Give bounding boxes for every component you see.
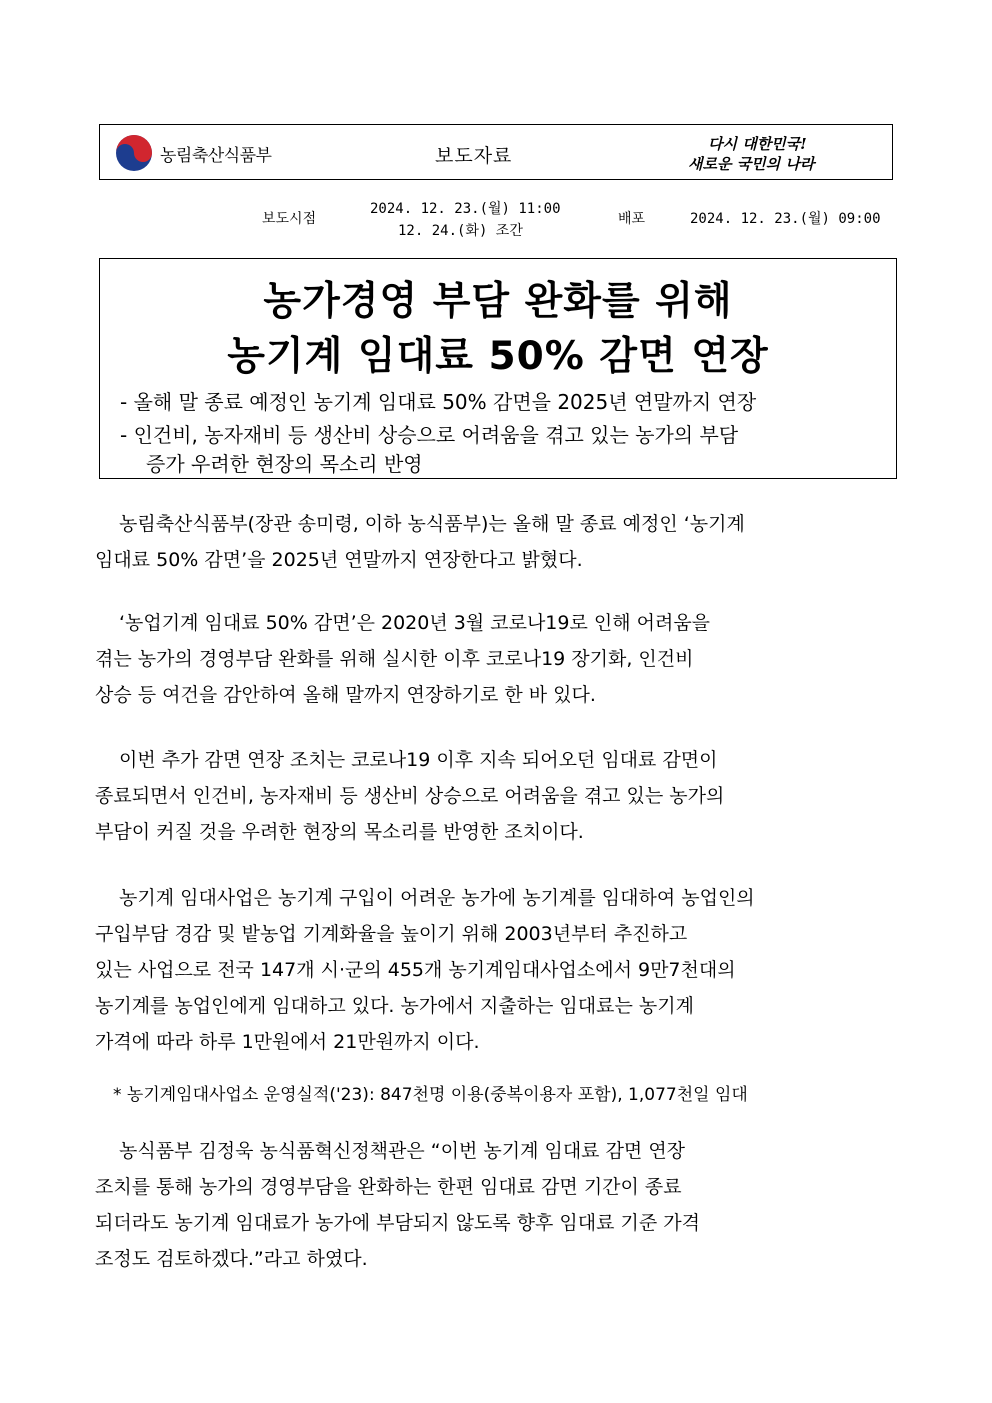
distribution-label: 배포 <box>618 211 646 227</box>
title-line-1: 농가경영 부담 완화를 위해 <box>263 279 733 324</box>
paragraph-2 <box>95 605 897 713</box>
paragraph-5 <box>95 1133 897 1277</box>
text-line: 조정도 검토하겠다.”라고 하였다. <box>95 1248 368 1270</box>
text-line: 농림축산식품부(장관 송미령, 이하 농식품부)는 올해 말 종료 예정인 ‘농기계 <box>119 513 745 535</box>
text-line: 임대료 50% 감면’을 2025년 연말까지 연장한다고 밝혔다. <box>95 549 583 571</box>
header-box <box>99 124 893 180</box>
subtitle-2b: 증가 우려한 현장의 목소리 반영 <box>146 452 423 476</box>
slogan-line1: 다시 대한민국! <box>708 135 807 153</box>
text-line: 부담이 커질 것을 우려한 현장의 목소리를 반영한 조치이다. <box>95 821 584 843</box>
text-line: 되더라도 농기계 임대료가 농가에 부담되지 않도록 향후 임대료 기준 가격 <box>95 1212 700 1234</box>
text-line: 종료되면서 인건비, 농자재비 등 생산비 상승으로 어려움을 겪고 있는 농가의 <box>95 785 725 807</box>
text-line: 조치를 통해 농가의 경영부담을 완화하는 한편 임대료 감면 기간이 종료 <box>95 1176 682 1198</box>
slogan-line2: 새로운 국민의 나라 <box>688 155 815 173</box>
text-line: ‘농업기계 임대료 50% 감면’은 2020년 3월 코로나19로 인해 어려움을 <box>119 612 711 634</box>
ministry-name: 농림축산식품부 <box>160 145 272 166</box>
text-line: 상승 등 여건을 감안하여 올해 말까지 연장하기로 한 바 있다. <box>95 684 596 706</box>
ministry-logo <box>114 133 271 173</box>
text-line: 구입부담 경감 및 밭농업 기계화율을 높이기 위해 2003년부터 추진하고 <box>95 923 688 945</box>
doc-type-label: 보도자료 <box>435 145 513 167</box>
release-time: 2024. 12. 23.(월) 11:00 <box>370 201 561 217</box>
text-line: 있는 사업으로 전국 147개 시·군의 455개 농기계임대사업소에서 9만7천대의 <box>95 959 736 981</box>
text-line: 농기계 임대사업은 농기계 구입이 어려운 농가에 농기계를 임대하여 농업인의 <box>119 887 755 909</box>
paragraph-3 <box>95 742 897 850</box>
paragraph-4 <box>95 880 897 1060</box>
text-line: 이번 추가 감면 연장 조치는 코로나19 이후 지속 되어오던 임대료 감면이 <box>119 749 718 771</box>
title-line-2: 농기계 임대료 50% 감면 연장 <box>227 334 769 379</box>
release-edition: 12. 24.(화) 조간 <box>398 223 523 239</box>
release-label: 보도시점 <box>262 211 317 227</box>
text-line: 농기계를 농업인에게 임대하고 있다. 농가에서 지출하는 임대료는 농기계 <box>95 995 694 1017</box>
text-line: 가격에 따라 하루 1만원에서 21만원까지 이다. <box>95 1031 480 1053</box>
title-box <box>99 258 897 479</box>
subtitle-2a: - 인건비, 농자재비 등 생산비 상승으로 어려움을 겪고 있는 농가의 부담 <box>120 423 739 447</box>
slogan <box>688 132 858 174</box>
footnote: * 농기계임대사업소 운영실적('23): 847천명 이용(중복이용자 포함), 1,077천일 임대 <box>113 1085 748 1105</box>
subtitle-1: - 올해 말 종료 예정인 농기계 임대료 50% 감면을 2025년 연말까지 연장 <box>120 390 757 414</box>
distribution-time: 2024. 12. 23.(월) 09:00 <box>690 211 881 227</box>
text-line: 겪는 농가의 경영부담 완화를 위해 실시한 이후 코로나19 장기화, 인건비 <box>95 648 694 670</box>
paragraph-1 <box>95 506 897 578</box>
text-line: 농식품부 김정욱 농식품혁신정책관은 “이번 농기계 임대료 감면 연장 <box>119 1140 686 1162</box>
taegeuk-icon <box>114 133 154 173</box>
